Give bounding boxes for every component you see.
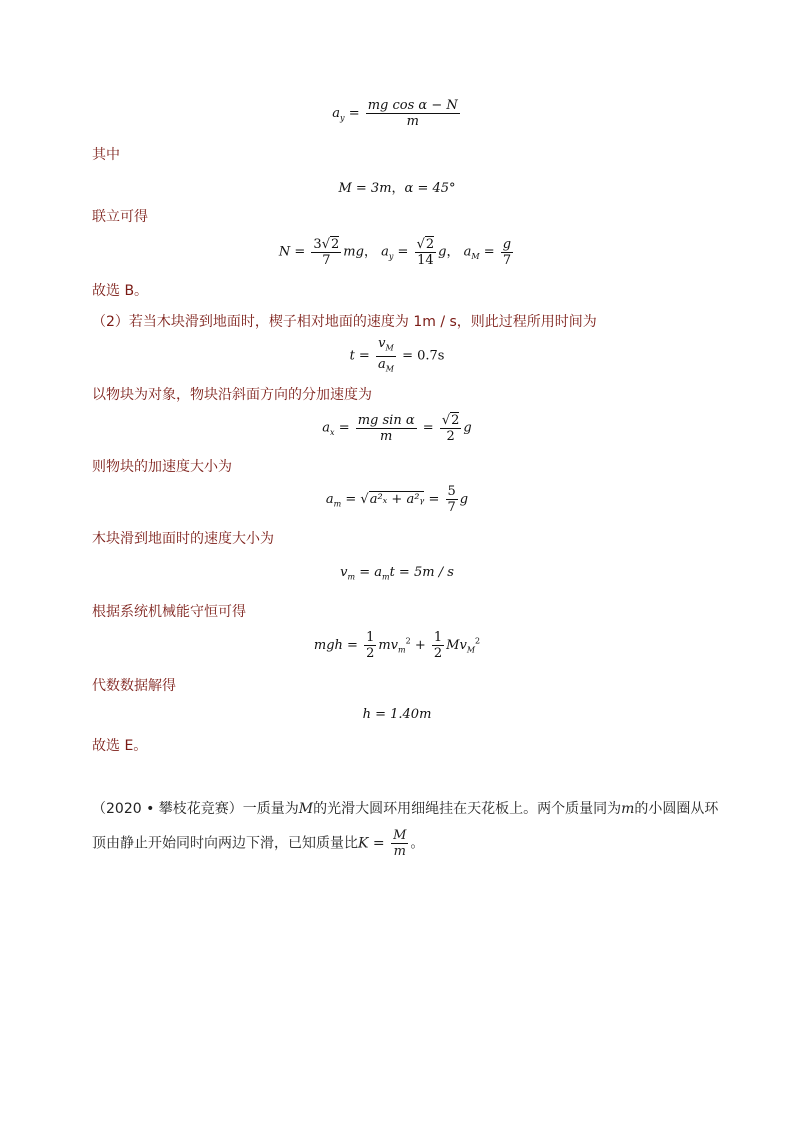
eq8-n2: 1	[433, 630, 443, 645]
question-K-num: M	[393, 828, 407, 843]
eq4-tail: = 0.7s	[402, 348, 445, 364]
eq7-tail: t = 5m / s	[389, 565, 454, 580]
question-M: M	[298, 801, 314, 817]
text-jiasudu: 则物块的加速度大小为	[92, 459, 232, 475]
eq5-den: m	[380, 428, 393, 444]
equation-time	[0, 336, 794, 376]
eq4-den-sub: M	[385, 364, 394, 374]
eq3-n-lhs: N =	[278, 244, 306, 260]
text-guxuan-e: 故选 E。	[92, 738, 148, 754]
equation-velocity	[0, 565, 794, 582]
eq4-fraction	[376, 336, 396, 376]
eq6-tail: g	[459, 492, 469, 507]
eq3-n-fraction: $\frac{3√2}{7}$	[313, 237, 340, 268]
eq6-lhs-sub: m	[333, 499, 342, 509]
equation-acceleration-x	[0, 412, 794, 444]
eq3-ay-sub: y	[388, 252, 394, 262]
eq1-fraction	[366, 98, 460, 129]
eq6-eq2: =	[428, 492, 440, 507]
eq8-t2: Mv	[446, 638, 467, 653]
equation-height: h = 1.40m	[362, 707, 432, 722]
eq7-rest: = a	[359, 565, 382, 580]
eq3-sep1: ，	[363, 244, 377, 260]
eq8-t1-sub: m	[398, 645, 406, 655]
question-K-fraction	[391, 828, 408, 859]
eq8-t2-sub: M	[466, 645, 476, 655]
eq5-num: mg sin α	[357, 412, 415, 428]
eq3-ay-eq: =	[397, 244, 409, 260]
eq3-ay-fraction: $\frac{√2}{14}$	[416, 237, 435, 268]
eq6-eq: =	[345, 492, 357, 507]
eq3-n-num: 3	[313, 237, 322, 252]
question-text-c: 的小圆圈从环	[634, 801, 719, 817]
equation-combined-results	[0, 236, 794, 268]
eq8-t1-sup: 2	[405, 636, 411, 646]
eq5-rad: 2	[451, 413, 460, 428]
question-K-den: m	[393, 844, 406, 859]
eq1-equals: =	[348, 106, 360, 121]
text-daishu: 代数数据解得	[92, 678, 176, 694]
eq6-num: 5	[447, 484, 456, 499]
eq1-numerator: mg cos α − N	[367, 98, 458, 113]
eq3-am-eq: =	[483, 244, 495, 260]
eq6-lhs: a	[325, 492, 334, 507]
eq3-am-num: g	[502, 236, 512, 252]
question-text-b: 的光滑大圆环用细绳挂在天花板上。两个质量同为	[313, 801, 622, 817]
eq3-am-lhs: a	[463, 244, 472, 260]
eq5-lhs-sub: x	[330, 428, 335, 438]
question-K: K =	[358, 835, 385, 852]
text-guxuan-b: 故选 B。	[92, 283, 149, 299]
eq4-lhs: t =	[349, 348, 370, 364]
eq3-am-sub: M	[471, 252, 480, 262]
eq8-fraction-2	[432, 630, 444, 661]
text-qizhong: 其中	[92, 147, 120, 163]
text-question-2: （2）若当木块滑到地面时，楔子相对地面的速度为 1m / s，则此过程所用时间为	[92, 314, 597, 330]
question-line-2	[92, 828, 424, 859]
eq1-denominator: m	[406, 114, 419, 129]
eq3-am-den: 7	[502, 252, 512, 268]
eq5-fraction-2: $\frac{√2}{2}$	[441, 413, 460, 444]
eq8-d2: 2	[433, 646, 443, 661]
eq8-lhs: mgh =	[313, 638, 358, 653]
equation-mass-angle	[0, 177, 794, 196]
eq3-ay-tail: g	[438, 244, 447, 260]
text-sudu: 木块滑到地面时的速度大小为	[92, 531, 274, 547]
question-text-d: 顶由静止开始同时向两边下滑，已知质量比	[92, 835, 358, 852]
eq3-ay-den: 14	[417, 253, 434, 268]
text-wukuai: 以物块为对象，物块沿斜面方向的分加速度为	[92, 387, 372, 403]
eq3-n-den: 7	[322, 253, 331, 268]
eq5-eq2: =	[422, 420, 434, 436]
question-end: 。	[410, 835, 425, 852]
eq3-sep2: ，	[446, 244, 460, 260]
eq8-n1: 1	[366, 630, 375, 645]
eq1-lhs: a	[332, 106, 341, 121]
eq6-den: 7	[447, 500, 456, 515]
eq5-den2: 2	[446, 429, 455, 444]
eq3-n-rad: 2	[331, 237, 340, 252]
eq5-tail: g	[463, 420, 472, 436]
eq6-rad: a²ₓ + a²ᵧ	[369, 492, 425, 507]
equation-total-acceleration: $a_m = √a^2_x$ + a²ᵧ = $\frac{5}{7}$ g	[325, 484, 469, 515]
eq8-d1: 2	[366, 646, 375, 661]
eq6-fraction	[446, 484, 458, 515]
eq2-left: M = 3m	[338, 181, 392, 196]
eq3-ay-lhs: a	[381, 244, 389, 260]
equation-acceleration-y	[0, 98, 794, 129]
eq3-ay-rad: 2	[425, 237, 435, 252]
eq8-plus: +	[414, 638, 426, 653]
eq5-fraction-1	[356, 413, 417, 444]
eq2-sep: ，	[391, 181, 405, 196]
question-line-1	[92, 799, 718, 819]
equation-energy-conservation	[0, 630, 794, 661]
eq7-v: v	[340, 565, 348, 580]
eq4-num-sub: M	[385, 343, 394, 353]
eq8-t1: mv	[378, 638, 399, 653]
eq1-lhs-sub: y	[340, 113, 345, 123]
eq7-rest-sub: m	[381, 572, 390, 582]
text-shouheng: 根据系统机械能守恒可得	[92, 604, 246, 620]
eq4-num: v	[378, 336, 386, 351]
question-source: （2020 • 攀枝花竞赛）一质量为	[92, 801, 299, 817]
eq7-v-sub: m	[347, 572, 356, 582]
eq5-eq: =	[338, 420, 350, 436]
eq3-am-fraction	[501, 237, 513, 268]
eq8-fraction-1	[364, 630, 376, 661]
question-m: m	[621, 801, 635, 817]
eq4-den: a	[377, 356, 386, 372]
text-lianli: 联立可得	[92, 209, 148, 225]
eq8-t2-sup: 2	[475, 636, 481, 646]
eq2-right: α = 45°	[404, 181, 456, 196]
eq3-n-tail: mg	[343, 244, 364, 260]
eq5-lhs: a	[322, 420, 331, 436]
